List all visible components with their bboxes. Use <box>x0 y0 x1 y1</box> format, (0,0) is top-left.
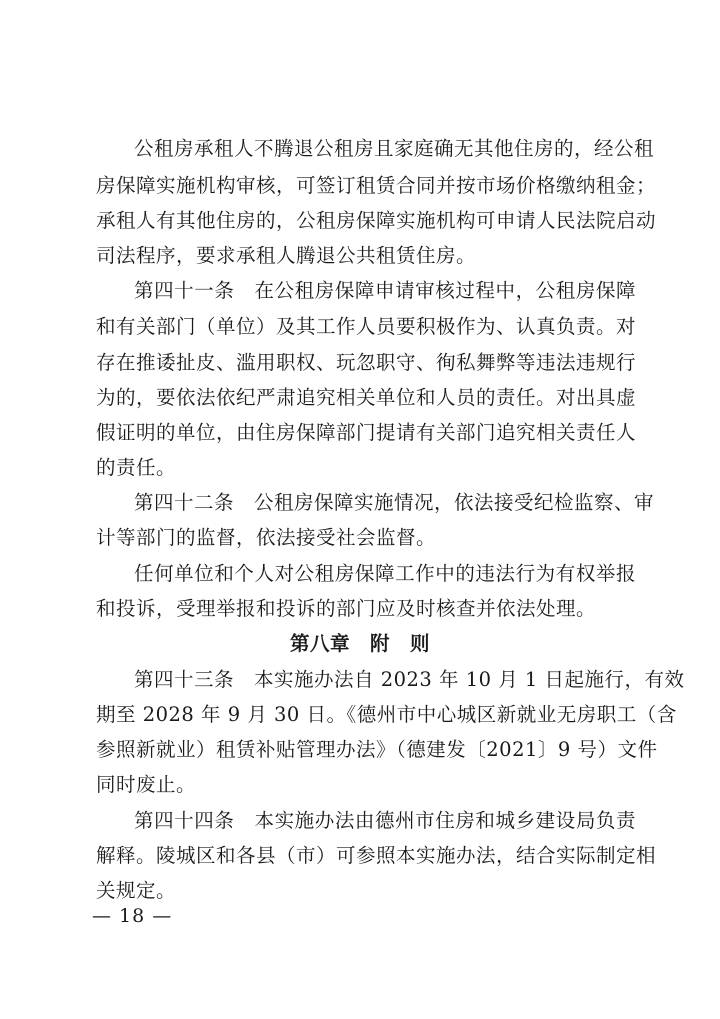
article-42-line: 第四十二条 公租房保障实施情况，依法接受纪检监察、审 <box>134 491 655 514</box>
paragraph-line: 期至 2028 年 9 月 30 日。《德州市中心城区新就业无房职工（含 <box>96 703 677 726</box>
article-41-line: 第四十一条 在公租房保障申请审核过程中，公租房保障 <box>134 279 636 302</box>
chapter-heading: 第八章 附 则 <box>289 632 430 655</box>
paragraph-line: 承租人有其他住房的，公租房保障实施机构可申请人民法院启动 <box>96 209 657 232</box>
paragraph-line: 关规定。 <box>96 879 177 902</box>
page-number: — 18 — <box>92 905 173 927</box>
article-43-line: 第四十三条 本实施办法自 2023 年 10 月 1 日起施行，有效 <box>134 668 685 691</box>
paragraph-line: 任何单位和个人对公租房保障工作中的违法行为有权举报 <box>134 562 636 585</box>
paragraph-line: 计等部门的监督，依法接受社会监督。 <box>96 526 437 549</box>
paragraph-line: 解释。陵城区和各县（市）可参照本实施办法，结合实际制定相 <box>96 844 657 867</box>
paragraph-line: 司法程序，要求承租人腾退公共租赁住房。 <box>96 244 477 267</box>
paragraph-line: 为的，要依法依纪严肃追究相关单位和人员的责任。对出具虚 <box>96 386 637 409</box>
paragraph-line: 和有关部门（单位）及其工作人员要积极作为、认真负责。对 <box>96 315 637 338</box>
article-44-line: 第四十四条 本实施办法由德州市住房和城乡建设局负责 <box>134 809 636 832</box>
paragraph-line: 公租房承租人不腾退公租房且家庭确无其他住房的，经公租 <box>134 137 655 160</box>
paragraph-line: 房保障实施机构审核，可签订租赁合同并按市场价格缴纳租金； <box>96 174 657 197</box>
paragraph-line: 假证明的单位，由住房保障部门提请有关部门追究相关责任人 <box>96 421 637 444</box>
paragraph-line: 同时废止。 <box>96 773 197 796</box>
paragraph-line: 参照新就业）租赁补贴管理办法》（德建发〔2021〕9 号）文件 <box>96 738 658 761</box>
paragraph-line: 和投诉，受理举报和投诉的部门应及时核查并依法处理。 <box>96 597 597 620</box>
paragraph-line: 的责任。 <box>96 456 177 479</box>
paragraph-line: 存在推诿扯皮、滥用职权、玩忽职守、徇私舞弊等违法违规行 <box>96 351 637 374</box>
